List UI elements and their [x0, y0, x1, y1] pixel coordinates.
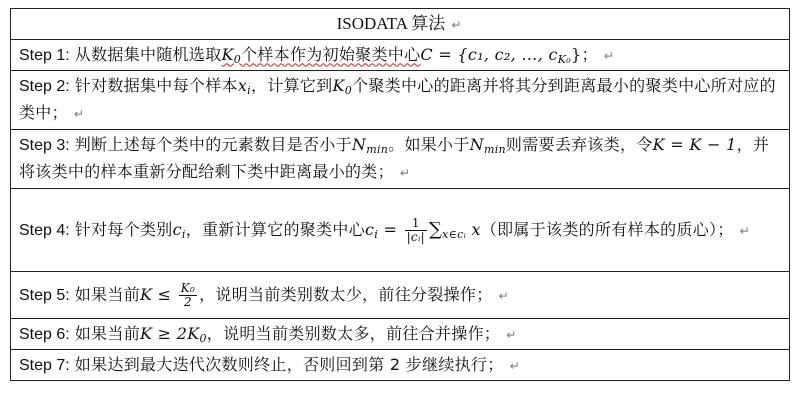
math-variable: $x_i$ [237, 76, 251, 97]
paragraph-mark-icon: ↵ [506, 327, 517, 342]
paragraph-mark-icon: ↵ [399, 166, 411, 180]
step-label: Step 4: [19, 221, 70, 239]
step-cell [11, 350, 790, 381]
step-label: Step 7: [19, 356, 70, 374]
step-label: Step 1: [19, 46, 70, 64]
step-row [11, 272, 790, 319]
step-text-segment: （即属于该类的所有样本的质心）； [480, 219, 734, 239]
algorithm-table [10, 8, 790, 381]
step-label: Step 3: [19, 137, 70, 154]
step-text-segment: ，重新计算它的聚类中心 [185, 219, 366, 239]
table-title: ISODATA 算法 [336, 13, 446, 33]
step-row [11, 319, 790, 350]
step-text-segment: 如果当前 [74, 323, 140, 343]
step-text-segment: ； [581, 44, 598, 64]
step-text [75, 355, 520, 374]
step-text-segment: 如果当前 [74, 284, 140, 304]
step-text-segment: 判断上述每个类中的元素数目是否小于 [74, 135, 352, 154]
step-cell [11, 189, 790, 272]
step-text-segment: ，说明当前类别数太多，前往合并操作； [206, 323, 501, 343]
math-variable: $K_0$ [221, 44, 242, 66]
step-row [11, 71, 790, 130]
math-variable: $N_{min}$ [469, 135, 506, 156]
math-formula: C = {c₁, c₂, …, $c_{K_0}$} [420, 44, 582, 66]
math-formula: $c_i$ = $\frac{1}{\text{|cᵢ|}}$ $\sum_{x\in cᵢ}$ x [365, 215, 481, 244]
step-row [11, 350, 790, 381]
step-cell [11, 40, 790, 71]
step-text-segment: ，并将该类中的样本重新分配给剩下类中距离最小的类； [19, 135, 770, 181]
math-variable: $N_{min}$ [351, 135, 389, 156]
step-text [75, 324, 517, 343]
summation-symbol: ∑ [429, 218, 443, 240]
step-text-segment: 个聚类中心的距离并将其分到距离最小的聚类中心所对应的类中； [19, 76, 776, 122]
table-title-row [11, 9, 790, 40]
step-text-segment: 则需要丢弃该类，令 [505, 135, 653, 154]
fraction: $\frac{\text{K₀}}{2}$ [180, 280, 196, 309]
step-cell [11, 130, 790, 189]
step-text [19, 135, 769, 181]
step-row [11, 130, 790, 189]
step-text-segment: ，说明当前类别数太少，前往分裂操作； [199, 284, 493, 304]
step-text [74, 280, 509, 309]
step-text-segment: 个样本作为初始聚类中心 [241, 44, 421, 64]
paragraph-mark-icon: ↵ [739, 223, 750, 238]
math-variable: $K_0$ [332, 76, 353, 97]
step-label: Step 6: [19, 325, 70, 343]
math-formula: $K \ge 2K_0$ [140, 323, 207, 345]
math-formula: K = K − 1 [652, 135, 737, 154]
step-cell [11, 71, 790, 130]
paragraph-mark-icon: ↵ [73, 107, 85, 121]
step-row [11, 189, 790, 272]
step-text-segment: 针对每个类别 [74, 219, 173, 239]
step-cell [11, 319, 790, 350]
step-cell [11, 272, 790, 319]
paragraph-mark-icon: ↵ [603, 48, 615, 63]
step-text-segment: 。如果小于 [388, 135, 470, 154]
step-text [19, 76, 776, 122]
step-label: Step 2: [19, 78, 70, 95]
paragraph-mark-icon: ↵ [498, 288, 509, 303]
fraction: $\frac{1}{\text{|cᵢ|}}$ [406, 215, 426, 244]
step-text [75, 45, 614, 64]
paragraph-mark-icon: ↵ [451, 17, 462, 32]
step-text [74, 215, 750, 244]
step-label: Step 5: [19, 286, 70, 304]
paragraph-mark-icon: ↵ [509, 358, 520, 373]
step-row [11, 40, 790, 71]
math-formula: K ≤ $\frac{\text{K₀}}{2}$ [140, 280, 196, 309]
math-variable: $c_i$ [172, 219, 186, 241]
step-text-segment: 如果达到最大迭代次数则终止，否则回到第 2 步继续执行； [74, 354, 504, 374]
step-text-segment: 针对数据集中每个样本 [74, 76, 238, 95]
step-text-segment: ，计算它到 [250, 76, 333, 95]
table-title-cell [11, 9, 790, 40]
step-text-segment: 从数据集中随机选取 [74, 44, 222, 64]
